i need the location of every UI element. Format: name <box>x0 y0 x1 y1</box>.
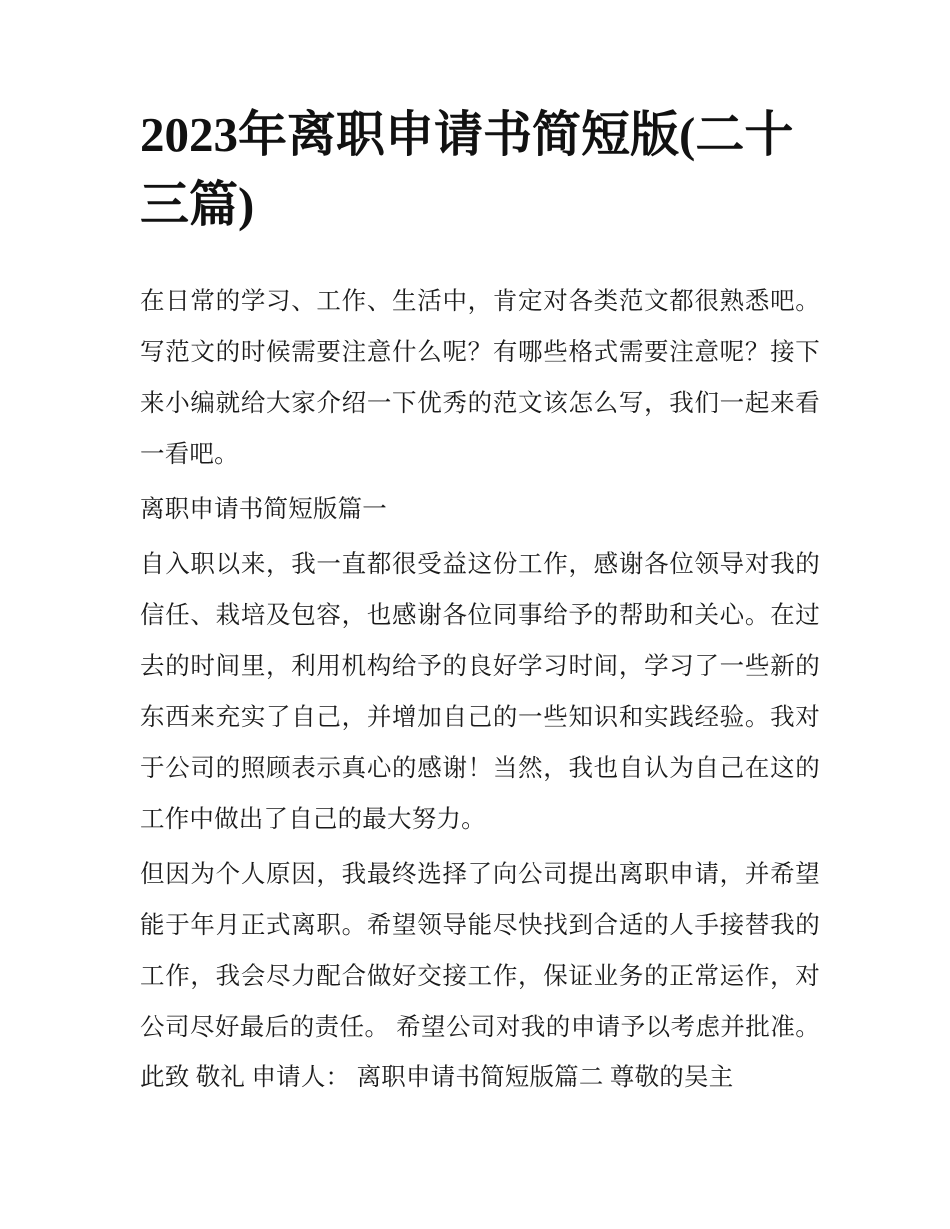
paragraph-intro: 在日常的学习、工作、生活中，肯定对各类范文都很熟悉吧。写范文的时候需要注意什么呢？有哪些格式需要注意呢？接下来小编就给大家介绍一下优秀的范文该怎么写，我们一起来看一看吧。 <box>140 288 820 469</box>
paragraph-section-heading: 离职申请书简短版篇一 <box>140 495 387 523</box>
paragraph-body-1: 自入职以来，我一直都很受益这份工作，感谢各位领导对我的信任、栽培及包容，也感谢各位同事给予的帮助和关心。在过去的时间里，利用机构给予的良好学习时间，学习了一些新的东西来充实了自己，并增加自己的一些知识和实践经验。我对于公司的照顾表示真心的感谢！当然，我也自认为自己在这的工作中做出了自己的最大努力。 <box>140 550 820 833</box>
page-title: 2023年离职申请书简短版(二十三篇) <box>140 107 794 232</box>
paragraph-body-2: 但因为个人原因，我最终选择了向公司提出离职申请，并希望能于年月正式离职。希望领导能尽快找到合适的人手接替我的工作，我会尽力配合做好交接工作，保证业务的正常运作，对公司尽好最后的责任。 希望公司对我的申请予以考虑并批准。 此致 敬礼 申请人： 离职申请书简短版篇二 尊敬的吴主 <box>140 860 820 1092</box>
